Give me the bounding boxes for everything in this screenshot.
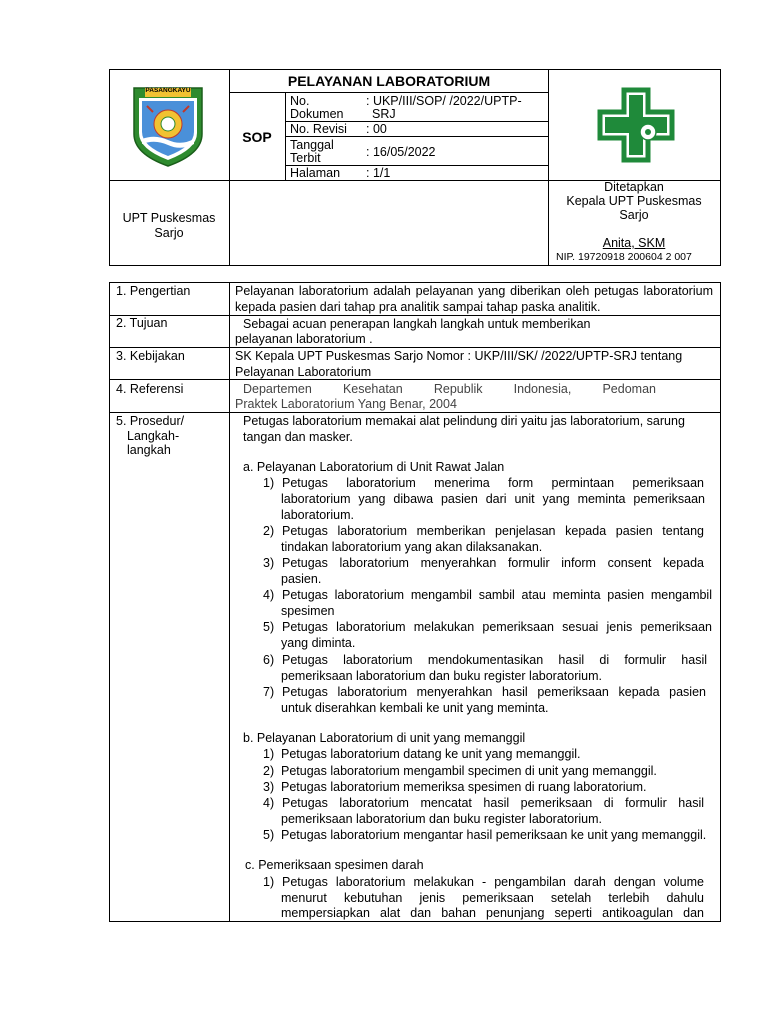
kebijakan-line-1: SK Kepala UPT Puskesmas Sarjo Nomor : UKP/III/SK/ /2022/UPTP-SRJ tentang <box>235 349 683 363</box>
b-item-line: Petugas laboratorium datang ke unit yang memanggil. <box>281 747 581 761</box>
a-item-line: laboratorium. <box>281 508 354 522</box>
label-pengertian: 1. Pengertian <box>116 284 191 298</box>
approval-nip: NIP. 19720918 200604 2 007 <box>556 251 692 263</box>
b-item-line: Petugas laboratorium mengambil specimen di unit yang memanggil. <box>281 764 657 778</box>
label-kebijakan: 3. Kebijakan <box>116 349 185 363</box>
prosedur-intro-2: tangan dan masker. <box>243 430 353 444</box>
a-item-num: 1) <box>263 476 275 490</box>
approval-location: Sarjo <box>619 208 649 222</box>
a-item-num: 7) <box>263 685 275 699</box>
referensi-line-2: Praktek Laboratorium Yang Benar, 2004 <box>235 397 457 411</box>
b-item-line: pemeriksaan laboratorium dan buku register laboratorium. <box>281 812 602 826</box>
a-item-line: tindakan laboratorium yang akan dilaksanakan. <box>281 540 543 554</box>
b-item-num: 4) <box>263 796 275 810</box>
field-label-tanggal-1: Tanggal <box>290 138 334 152</box>
label-tujuan: 2. Tujuan <box>116 316 168 330</box>
org-name-2: Sarjo <box>154 226 184 240</box>
a-item-line: spesimen <box>281 604 335 618</box>
b-item-line: Petugas laboratorium mencatat hasil pemeriksaan di formulir hasil <box>282 796 704 810</box>
a-item-line: Petugas laboratorium menyerahkan hasil pemeriksaan kepada pasien <box>282 685 706 699</box>
approval-label: Ditetapkan <box>604 180 664 194</box>
field-value-no-revisi: : 00 <box>366 122 387 136</box>
tujuan-line-1: Sebagai acuan penerapan langkah langkah untuk memberikan <box>243 317 591 331</box>
a-item-line: laboratorium yang dibawa pasien dari unit yang meminta pemeriksaan <box>281 492 705 506</box>
label-prosedur-1: 5. Prosedur/ <box>116 414 185 428</box>
field-value-tanggal: : 16/05/2022 <box>366 145 436 159</box>
field-value-no-dokumen-2: SRJ <box>372 107 396 121</box>
b-item-line: Petugas laboratorium memeriksa spesimen di ruang laboratorium. <box>281 780 647 794</box>
a-item-line: Petugas laboratorium menerima form permintaan pemeriksaan <box>282 476 704 490</box>
referensi-line-1 <box>243 381 656 397</box>
a-item-num: 3) <box>263 556 275 570</box>
org-name-1: UPT Puskesmas <box>122 211 216 225</box>
a-item-line: pasien. <box>281 572 322 586</box>
section-a-title: a. Pelayanan Laboratorium di Unit Rawat Jalan <box>243 460 505 474</box>
field-label-tanggal-2: Terbit <box>290 151 321 165</box>
c-item-line: Petugas laboratorium melakukan - pengambilan darah dengan volume <box>282 875 704 889</box>
a-item-line: Petugas laboratorium menyerahkan formulir inform consent kepada <box>282 556 704 570</box>
c-item-num: 1) <box>263 875 275 889</box>
logo-text: PASANGKAYU <box>145 87 191 94</box>
label-prosedur-3: langkah <box>127 443 171 457</box>
label-referensi: 4. Referensi <box>116 382 184 396</box>
referensi-word: Pedoman <box>602 382 656 396</box>
a-item-line: pemeriksaan laboratorium dan buku register laboratorium. <box>281 669 602 683</box>
referensi-word: Departemen <box>243 382 312 396</box>
field-value-no-dokumen-1: : UKP/III/SOP/ /2022/UPTP- <box>366 94 522 108</box>
tujuan-line-2: pelayanan laboratorium . <box>235 332 373 346</box>
field-label-halaman: Halaman <box>290 166 341 180</box>
a-item-num: 6) <box>263 653 275 667</box>
approval-name <box>548 236 720 250</box>
sop-label: SOP <box>242 129 272 145</box>
a-item-line: Petugas laboratorium melakukan pemeriksaan sesuai jenis pemeriksaan <box>282 620 712 634</box>
kebijakan-line-2: Pelayanan Laboratorium <box>235 365 372 379</box>
regency-logo <box>131 84 205 168</box>
section-b-title: b. Pelayanan Laboratorium di unit yang memanggil <box>243 731 526 745</box>
field-label-no-dokumen-1: No. <box>290 94 310 108</box>
c-item-line: mempersiapkan alat dan bahan penunjang seperti antikoagulan dan <box>281 906 704 920</box>
puskesmas-logo <box>596 86 676 164</box>
field-value-halaman: : 1/1 <box>366 166 391 180</box>
a-item-num: 5) <box>263 620 275 634</box>
a-item-line: Petugas laboratorium memberikan penjelasan kepada pasien tentang <box>282 524 704 538</box>
c-item-line: menurut kebutuhan jenis pemeriksaan setelah terlebih dahulu <box>281 891 704 905</box>
prosedur-intro-1: Petugas laboratorium memakai alat pelindung diri yaitu jas laboratorium, sarung <box>243 414 685 428</box>
field-label-no-dokumen-2: Dokumen <box>290 107 344 121</box>
a-item-line: untuk diserahkan kembali ke unit yang meminta. <box>281 701 549 715</box>
section-c-title: c. Pemeriksaan spesimen darah <box>245 858 424 872</box>
referensi-word: Indonesia, <box>513 382 572 396</box>
b-item-num: 3) <box>263 780 275 794</box>
a-item-line: Petugas laboratorium mengambil sambil atau meminta pasien mengambil <box>282 588 712 602</box>
pengertian-line-2: kepada pasien dari tahap pra analitik sampai tahap paska analitik. <box>235 300 601 314</box>
b-item-num: 1) <box>263 747 275 761</box>
approval-name-text: Anita, SKM <box>602 236 666 250</box>
a-item-num: 4) <box>263 588 275 602</box>
b-item-line: Petugas laboratorium mengantar hasil pemeriksaan ke unit yang memanggil. <box>281 828 707 842</box>
b-item-num: 2) <box>263 764 275 778</box>
field-label-no-revisi: No. Revisi <box>290 122 347 136</box>
referensi-word: Kesehatan <box>342 382 403 396</box>
referensi-word: Republik <box>433 382 483 396</box>
a-item-line: Petugas laboratorium mendokumentasikan hasil di formulir hasil <box>282 653 707 667</box>
b-item-num: 5) <box>263 828 275 842</box>
label-prosedur-2: Langkah- <box>127 429 180 443</box>
approval-position: Kepala UPT Puskesmas <box>566 194 702 208</box>
pengertian-line-1: Pelayanan laboratorium adalah pelayanan yang diberikan oleh petugas laboratorium <box>235 284 713 298</box>
page-title: PELAYANAN LABORATORIUM <box>287 73 491 89</box>
a-item-line: yang diminta. <box>281 636 356 650</box>
a-item-num: 2) <box>263 524 275 538</box>
